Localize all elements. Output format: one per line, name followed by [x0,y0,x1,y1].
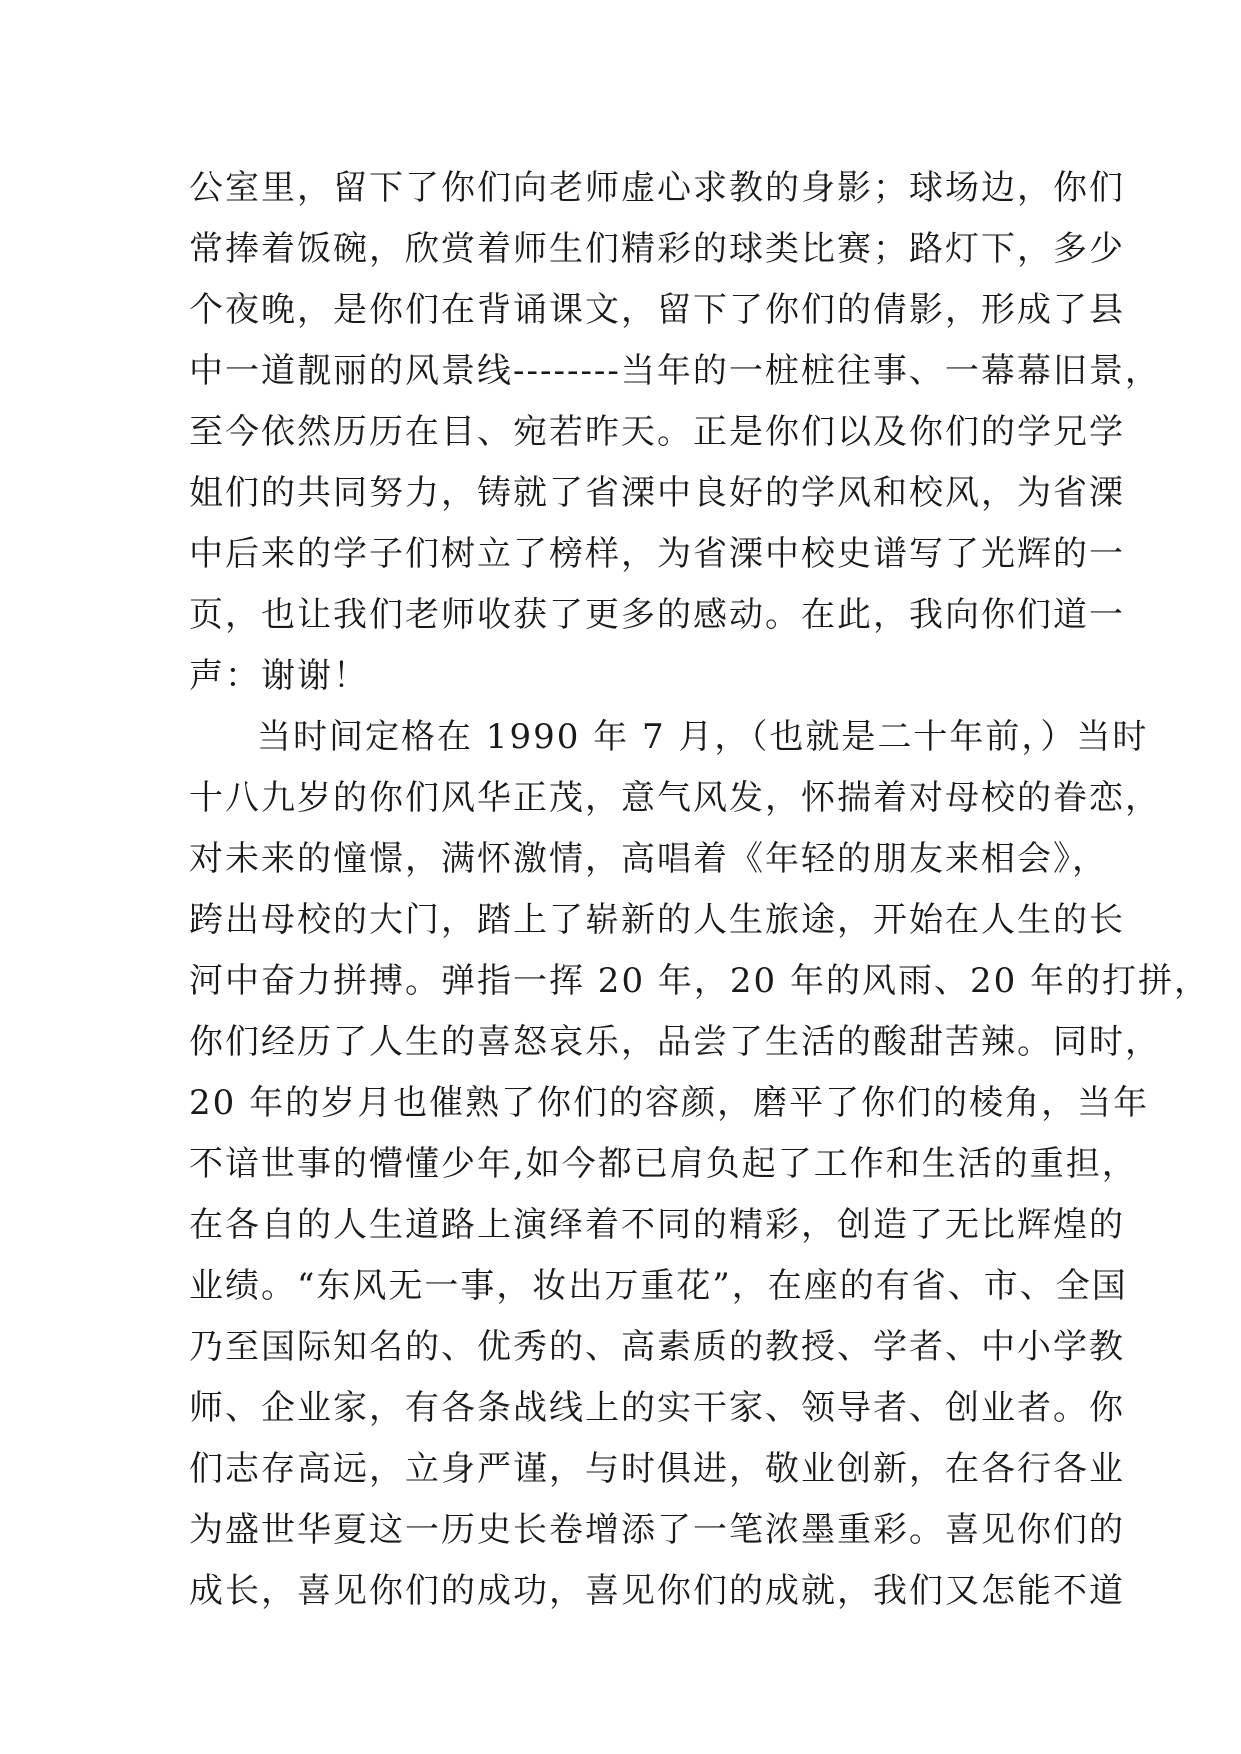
text-line: 河中奋力拼搏。弹指一挥 20 年，20 年的风雨、20 年的打拼， [189,961,1211,1001]
text-line: 声：谢谢！ [189,656,369,696]
text-line: 常捧着饭碗，欣赏着师生们精彩的球类比赛；路灯下，多少 [189,229,1125,269]
paragraph-2 [189,707,1211,1622]
text-line: 公室里，留下了你们向老师虚心求教的身影；球场边，你们 [189,168,1125,208]
text-line: 业绩。“东风无一事，妆出万重花”，在座的有省、市、全国 [189,1266,1128,1306]
text-line: 们志存高远，立身严谨，与时俱进，敬业创新，在各行各业 [189,1449,1125,1489]
text-line: 20 年的岁月也催熟了你们的容颜，磨平了你们的棱角，当年 [189,1083,1150,1123]
text-line: 成长，喜见你们的成功，喜见你们的成就，我们又怎能不道 [189,1571,1125,1611]
text-line: 师、企业家，有各条战线上的实干家、领导者、创业者。你 [189,1388,1125,1428]
text-line: 乃至国际知名的、优秀的、高素质的教授、学者、中小学教 [189,1327,1125,1367]
text-line: 页，也让我们老师收获了更多的感动。在此，我向你们道一 [189,595,1125,635]
text-line: 为盛世华夏这一历史长卷增添了一笔浓墨重彩。喜见你们的 [189,1510,1125,1550]
text-line: 中后来的学子们树立了榜样，为省溧中校史谱写了光辉的一 [189,534,1125,574]
text-line: 中一道靓丽的风景线--------当年的一桩桩往事、一幕幕旧景， [189,351,1161,391]
text-line: 你们经历了人生的喜怒哀乐，品尝了生活的酸甜苦辣。同时， [189,1022,1161,1062]
text-line: 姐们的共同努力，铸就了省溧中良好的学风和校风，为省溧 [189,473,1125,513]
text-line: 个夜晚，是你们在背诵课文，留下了你们的倩影，形成了县 [189,290,1125,330]
text-line: 不谙世事的懵懂少年,如今都已肩负起了工作和生活的重担， [189,1144,1138,1184]
document-body [189,158,1211,1622]
text-line: 至今依然历历在目、宛若昨天。正是你们以及你们的学兄学 [189,412,1125,452]
text-line: 对未来的憧憬，满怀激情，高唱着《年轻的朋友来相会》， [189,839,1108,879]
paragraph-1 [189,158,1161,707]
text-line: 当时间定格在 1990 年 7 月，（也就是二十年前，）当时 [257,717,1149,757]
text-line: 跨出母校的大门，踏上了崭新的人生旅途，开始在人生的长 [189,900,1125,940]
text-line: 十八九岁的你们风华正茂，意气风发，怀揣着对母校的眷恋， [189,778,1161,818]
text-line: 在各自的人生道路上演绎着不同的精彩，创造了无比辉煌的 [189,1205,1125,1245]
